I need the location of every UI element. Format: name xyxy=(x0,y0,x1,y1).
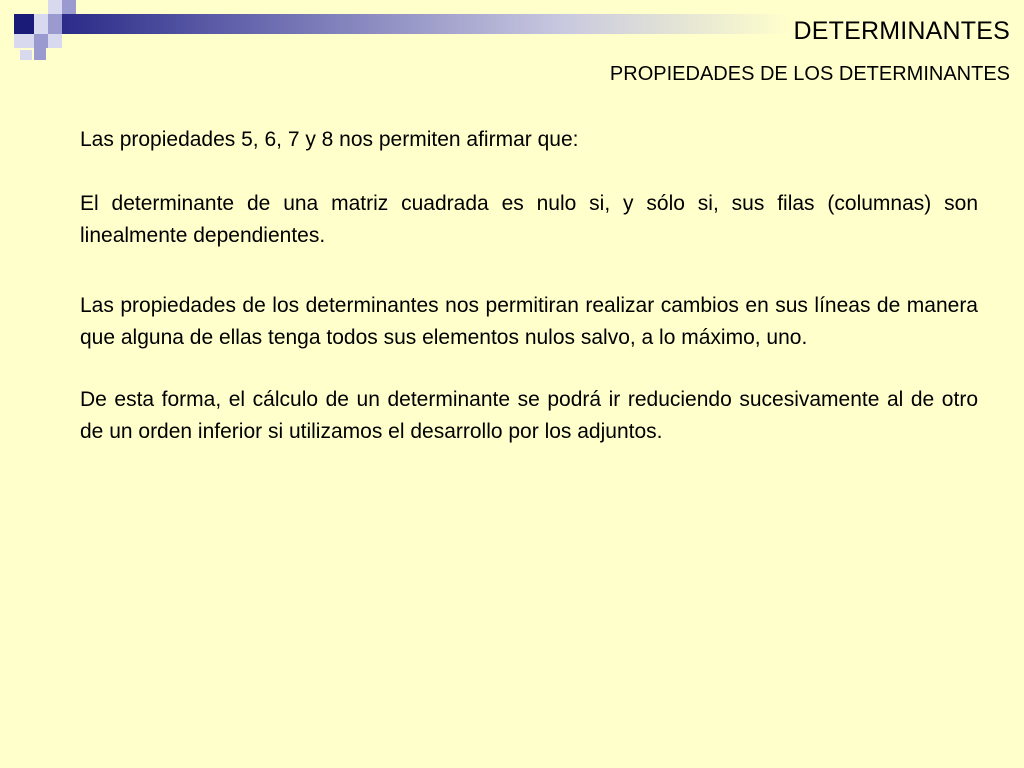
slide-body xyxy=(80,124,978,448)
square-light xyxy=(48,34,62,48)
square-light xyxy=(20,50,32,60)
paragraph-line-changes: Las propiedades de los determinantes nos permitiran realizar cambios en sus líneas de manera que alguna de ellas tenga todos sus elementos nulos salvo, a lo máximo, uno. xyxy=(80,294,978,349)
paragraph-null-determinant: El determinante de una matriz cuadrada es nulo si, y sólo si, sus filas (columnas) son linealmente dependientes. xyxy=(80,192,978,247)
square-dark xyxy=(14,14,34,34)
square-mid xyxy=(48,14,62,34)
slide-subtitle: PROPIEDADES DE LOS DETERMINANTES xyxy=(609,63,1010,85)
square-light xyxy=(14,34,34,48)
square-light xyxy=(48,0,62,14)
square-mid xyxy=(62,0,76,14)
paragraph-reduction: De esta forma, el cálculo de un determinante se podrá ir reduciendo sucesivamente al de otro de un orden inferior si utilizamos el desarrollo por los adjuntos. xyxy=(80,388,978,443)
square-mid xyxy=(34,48,46,60)
paragraph-intro: Las propiedades 5, 6, 7 y 8 nos permiten afirmar que: xyxy=(80,128,579,151)
slide-title: DETERMINANTES xyxy=(793,17,1010,45)
square-mid xyxy=(34,34,48,48)
square-light xyxy=(34,14,48,34)
